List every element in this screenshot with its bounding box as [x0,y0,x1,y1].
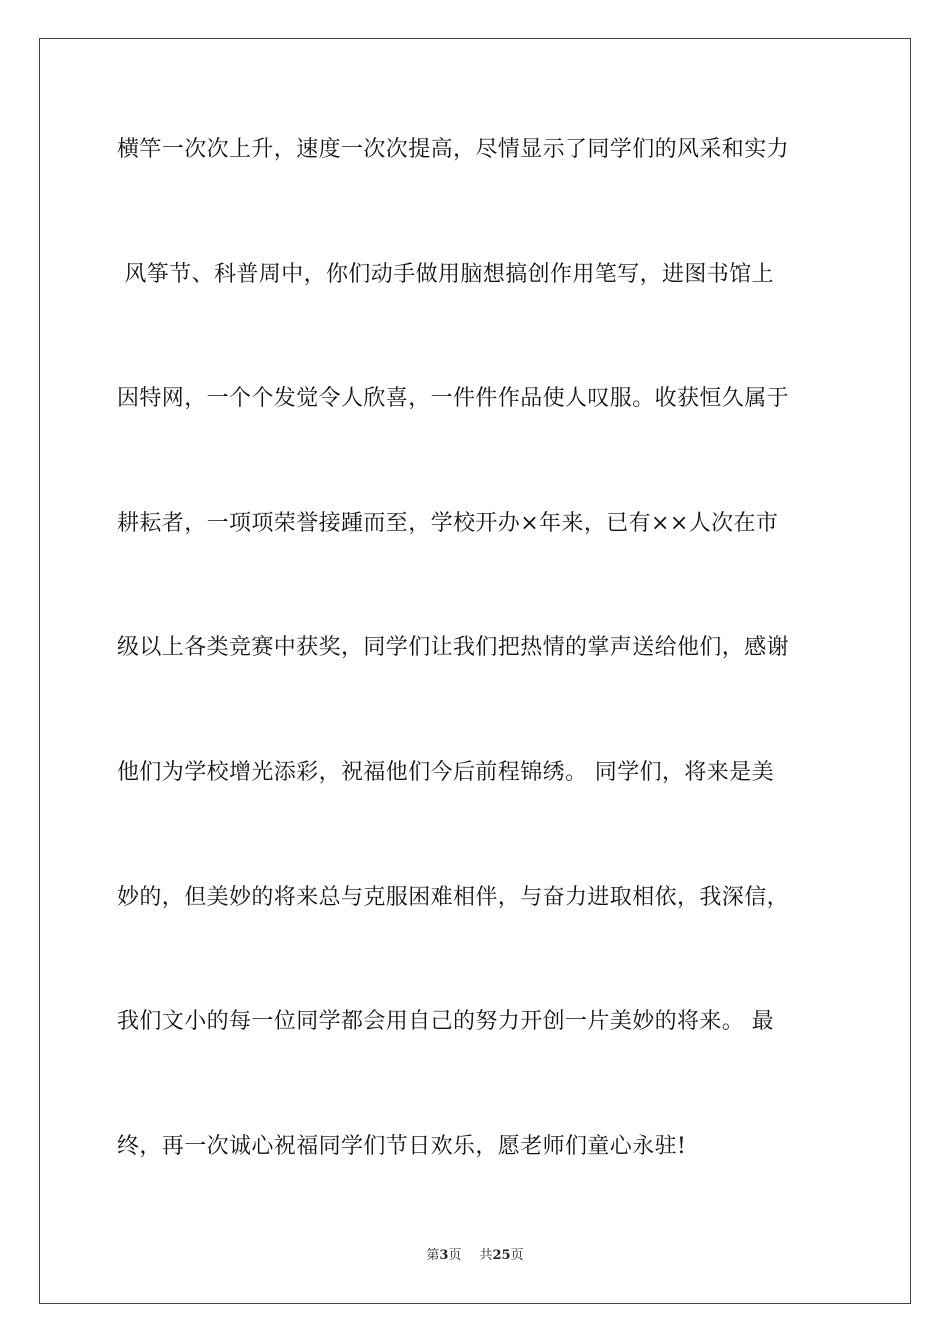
text-line: 妙的，但美妙的将来总与克服困难相伴，与奋力进取相依，我深信， [117,884,790,910]
text-line: 耕耘者，一项项荣誉接踵而至，学校开办×年来，已有××人次在市 [117,510,779,536]
total-prefix: 共 [479,1248,493,1263]
text-line: 级以上各类竞赛中获奖，同学们让我们把热情的掌声送给他们，感谢 [117,635,790,661]
text-line: 风筝节、科普周中，你们动手做用脑想搞创作用笔写，进图书馆上 [117,261,774,287]
current-page-number: 3 [439,1248,449,1263]
text-line: 我们文小的每一位同学都会用自己的努力开创一片美妙的将来。 最 [117,1009,774,1035]
total-pages-number: 25 [492,1248,511,1263]
body-text [117,128,835,1249]
text-line: 横竿一次次上升，速度一次次提高，尽情显示了同学们的风采和实力 [117,137,790,162]
page-prefix: 第 [426,1248,440,1263]
text-line: 他们为学校增光添彩，祝福他们今后前程锦绣。 同学们，将来是美 [117,759,774,785]
text-line: 因特网，一个个发觉令人欣喜，一件件作品使人叹服。收获恒久属于 [117,386,790,412]
total-suffix: 页 [510,1248,524,1263]
text-line: 终，再一次诚心祝福同学们节日欢乐，愿老师们童心永驻! [117,1133,687,1159]
page-footer [0,1244,950,1263]
page-suffix: 页 [448,1248,462,1263]
